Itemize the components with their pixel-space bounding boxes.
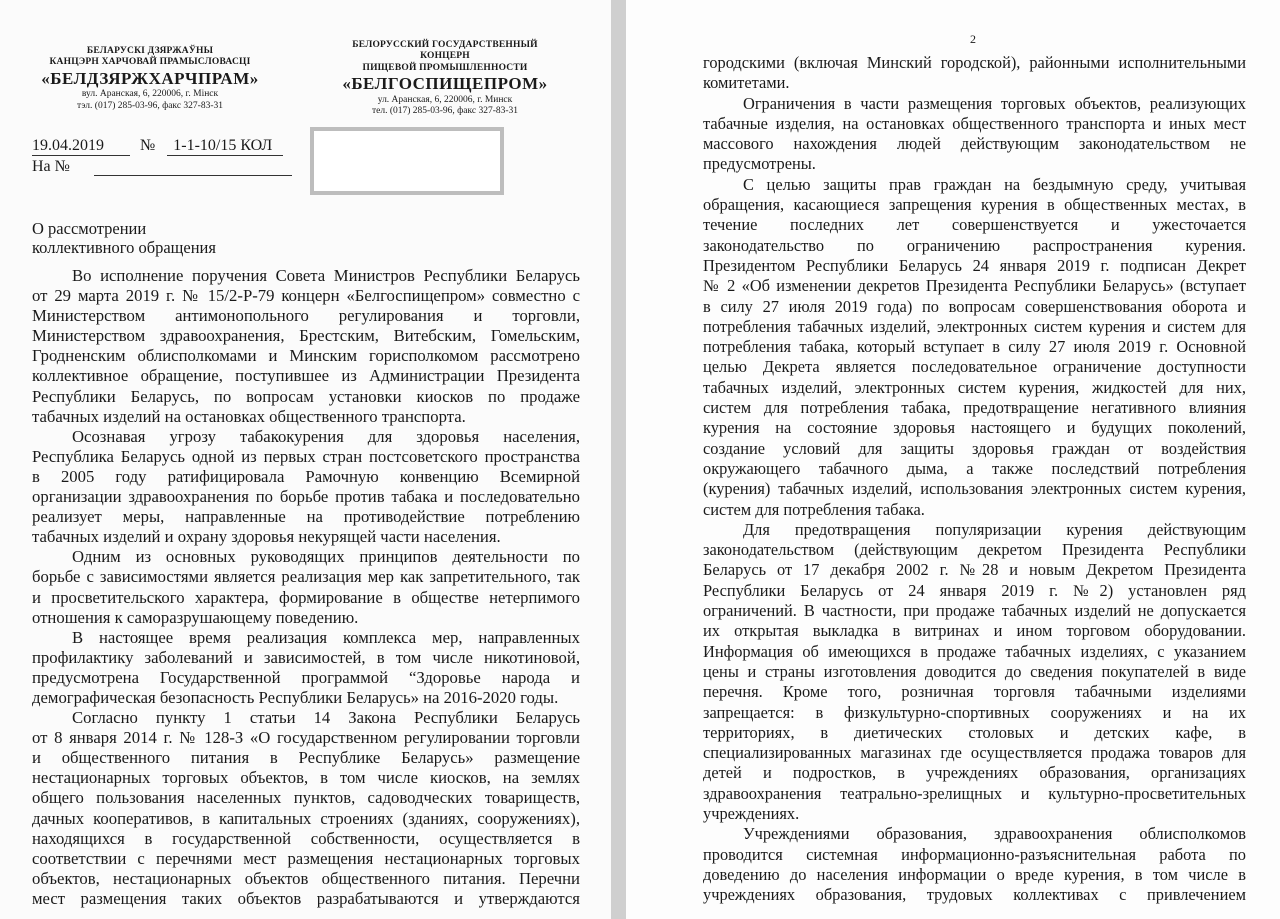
text-line: и общественного питания в Республике Беларусь» размещение <box>32 748 580 768</box>
text-line: С целью защиты прав граждан на бездымную среду, учитывая <box>743 174 1246 194</box>
text-line: В настоящее время реализация комплекса мер, направленных <box>72 627 580 647</box>
text-line: запрещается: в физкультурно-спортивных сооружениях и на их <box>703 702 1246 722</box>
text-line: перечня. Кроме того, розничная торговля табачными изделиями <box>703 682 1246 702</box>
subject-line: О рассмотрении <box>32 219 147 238</box>
text-line: создание условий для защиты здоровья граждан от воздействия <box>703 438 1246 458</box>
organization-name: «БЕЛДЗЯРЖХАРЧПРАМ» <box>41 68 259 88</box>
reply-label: На № <box>32 158 70 175</box>
text-line: систем для потребления табака. <box>703 499 925 519</box>
text-line: Министерством антимонопольного регулирования и торговли, <box>32 306 580 326</box>
text-line: предусмотрены. <box>703 154 816 174</box>
text-line: соответствии с перечнями мест размещения нестационарных торговых <box>32 848 580 868</box>
letterhead-line: ПИЩЕВОЙ ПРОМЫШЛЕННОСТИ <box>362 62 528 73</box>
text-line: от 8 января 2014 г. № 128-З «О государственном регулировании торговли <box>32 728 580 748</box>
text-line: Во исполнение поручения Совета Министров Республики Беларусь <box>72 266 580 285</box>
text-line: и просветительского характера, формирование в обществе нетерпимого <box>32 587 580 607</box>
letterhead-line: КАНЦЭРН ХАРЧОВАЙ ПРАМЫСЛОВАСЦІ <box>49 57 251 68</box>
text-line: профилактику заболеваний и зависимостей, в том числе никотиновой, <box>32 647 580 667</box>
text-line: Республики Беларусь, по вопросам установки киосков по продаже <box>32 386 580 406</box>
text-line: от 29 марта 2019 г. № 15/2-Р-79 концерн «Белгоспищепром» совместно с <box>32 286 580 306</box>
text-line: Одним из основных руководящих принципов деятельности по <box>72 547 580 567</box>
text-line: потребления табака, который вступает в силу 27 июля 2019 г. Основной <box>703 337 1246 357</box>
text-line: массового нахождения людей действующим законодательством не <box>703 134 1246 154</box>
subject-line: коллективного обращения <box>32 238 216 257</box>
text-line: городскими (включая Минский городской), районными исполнительными <box>703 53 1246 72</box>
number-label: № <box>140 137 156 154</box>
text-line: целью Декрета является последовательное ограничение доступности <box>703 357 1246 377</box>
text-line: Министерством здравоохранения, Брестским, Витебским, Гомельским, <box>32 326 580 346</box>
text-line: нестационарных торговых объектов, в том числе киосков, на землях <box>32 768 580 788</box>
text-line: общего пользования населенных пунктов, садоводческих товариществ, <box>32 788 580 808</box>
paragraph <box>32 628 580 708</box>
text-line: в силу 27 июля 2019 года) по вопросам совершенствования оборота и <box>703 296 1246 316</box>
text-line: доведению до населения информации о вреде курения, в том числе в <box>703 864 1246 884</box>
page-number: 2 <box>970 32 976 46</box>
reply-number-blank <box>94 159 292 176</box>
paragraph <box>703 94 1246 175</box>
text-line: № 2 «Об изменении декретов Президента Республики Беларусь» (вступает <box>703 276 1246 296</box>
text-line: табачных изделий, электронных систем курения, жидкостей для них, <box>703 377 1246 397</box>
text-line: табачные изделия, на остановках общественного транспорта и иных мест <box>703 113 1246 133</box>
text-line: коллективное обращение, поступившее из Администрации Президента <box>32 366 580 386</box>
paragraph <box>703 520 1246 824</box>
text-line: отношения к саморазрушающему поведению. <box>32 607 359 627</box>
redacted-addressee-box <box>310 127 504 195</box>
reply-line <box>32 158 292 176</box>
text-line: учреждениях образования, трудовых коллективах с привлечением <box>703 885 1246 905</box>
organization-phone: тел. (017) 285-03-96, факс 327-83-31 <box>371 105 519 116</box>
text-line: их открытая выкладка в витринах и ином торговом оборудовании. <box>703 621 1246 641</box>
letter-subject <box>32 219 216 257</box>
text-line: демографическая безопасность Республики Беларусь» на 2016-2020 годы. <box>32 687 559 707</box>
text-line: (курения) табачных изделий, использования электронных систем курения, <box>703 479 1246 499</box>
text-line: окружающего табачного дыма, а также последствий потребления <box>703 458 1246 478</box>
text-line: законодательством (действующим декретом Президента Республики <box>703 540 1246 560</box>
paragraph <box>32 547 580 627</box>
paragraph <box>703 53 1246 94</box>
text-line: дачных кооперативов, в капитальных строениях (зданиях, сооружениях), <box>32 808 580 828</box>
text-line: Гродненским облисполкомами и Минским горисполкомом рассмотрено <box>32 346 580 366</box>
paragraph <box>32 427 580 548</box>
organization-phone: тэл. (017) 285-03-96, факс 327-83-31 <box>77 100 223 111</box>
document-date: 19.04.2019 <box>32 137 130 156</box>
text-line: реализует меры, направленные на противодействие потреблению <box>32 507 580 527</box>
text-line: Информация об имеющихся в продаже табачных изделиях, с указанием <box>703 641 1246 661</box>
text-line: Учреждениями образования, здравоохранения облисполкомов <box>743 824 1246 844</box>
text-line: Ограничения в части размещения торговых объектов, реализующих <box>743 93 1246 113</box>
text-line: цены и страны изготовления доводится до сведения покупателей в виде <box>703 661 1246 681</box>
organization-address: вул. Аранская, 6, 220006, г. Мінск <box>81 89 219 100</box>
text-line: Для предотвращения популяризации курения действующим <box>743 519 1246 539</box>
registration-line <box>32 137 283 156</box>
text-line: систем для потребления табака, предотвращение негативного влияния <box>703 398 1246 418</box>
text-line: организации здравоохранения по борьбе против табака и последовательно <box>32 487 580 507</box>
text-line: табачных изделий на остановках общественного транспорта. <box>32 406 466 426</box>
paragraph <box>32 708 580 909</box>
text-line: ограничений. В частности, при продаже табачных изделий не допускается <box>703 601 1246 621</box>
paragraph <box>32 266 580 427</box>
letterhead-russian <box>330 40 560 117</box>
text-line: Республика Беларусь одной из первых стран постсоветского пространства <box>32 446 580 466</box>
organization-name: «БЕЛГОСПИЩЕПРОМ» <box>342 74 548 94</box>
text-line: законодательство по ограничению распространения курения. <box>703 235 1246 255</box>
text-line: мест размещения таких объектов разрабатываются и утверждаются <box>32 888 580 908</box>
document-number: 1-1-10/15 КОЛ <box>167 137 283 156</box>
text-line: Президентом Республики Беларусь 24 января 2019 г. подписан Декрет <box>703 255 1246 275</box>
paragraph <box>703 824 1246 905</box>
letterhead-belarusian <box>40 46 260 112</box>
organization-address: ул. Аранская, 6, 220006, г. Минск <box>377 94 513 105</box>
letter-body-page-2 <box>703 53 1246 905</box>
text-line: предусмотрена Государственной программой “Здоровье народа и <box>32 667 580 687</box>
text-line: Согласно пункту 1 статьи 14 Закона Республики Беларусь <box>72 708 580 728</box>
letterhead-line: БЕЛАРУСКІ ДЗЯРЖАЎНЫ <box>86 46 214 56</box>
letter-page-1 <box>0 0 611 919</box>
text-line: комитетами. <box>703 73 790 93</box>
text-line: Беларусь от 17 декабря 2002 г. №28 и новым Декретом Президента <box>703 560 1246 580</box>
text-line: Осознавая угрозу табакокурения для здоровья населения, <box>72 426 580 446</box>
text-line: объектов, нестационарных объектов общественного питания. Перечни <box>32 868 580 888</box>
text-line: учреждениях. <box>703 803 800 823</box>
text-line: находящихся в государственной собственности, осуществляется в <box>32 828 580 848</box>
text-line: потребления табачных изделий, электронных систем курения и систем для <box>703 316 1246 336</box>
text-line: течение последних лет совершенствуется и ужесточается <box>703 215 1246 235</box>
text-line: специализированных магазинах где осуществляется продажа товаров для <box>703 743 1246 763</box>
text-line: территориях, в диетических столовых и детских кафе, в <box>703 722 1246 742</box>
letterhead-line: БЕЛОРУССКИЙ ГОСУДАРСТВЕННЫЙ КОНЦЕРН <box>352 40 538 62</box>
letter-body-page-1 <box>32 266 580 909</box>
text-line: в 2005 году ратифицировала Рамочную конвенцию Всемирной <box>32 466 580 486</box>
text-line: детей и подростков, в учреждениях образования, организациях <box>703 763 1246 783</box>
text-line: обращения, касающиеся запрещения курения в общественных местах, в <box>703 195 1246 215</box>
paragraph <box>703 175 1246 520</box>
text-line: Республики Беларусь от 24 января 2019 г. №2) установлен ряд <box>703 580 1246 600</box>
text-line: здравоохранения театрально-зрелищных и культурно-просветительных <box>703 783 1246 803</box>
text-line: проводится системная информационно-разъяснительная работа по <box>703 844 1246 864</box>
text-line: курения на состояние здоровья настоящего и будущих поколений, <box>703 418 1246 438</box>
text-line: борьбе с зависимостями является реализация мер как запретительного, так <box>32 567 580 587</box>
text-line: табачных изделий и охрану здоровья некурящей части населения. <box>32 527 501 547</box>
